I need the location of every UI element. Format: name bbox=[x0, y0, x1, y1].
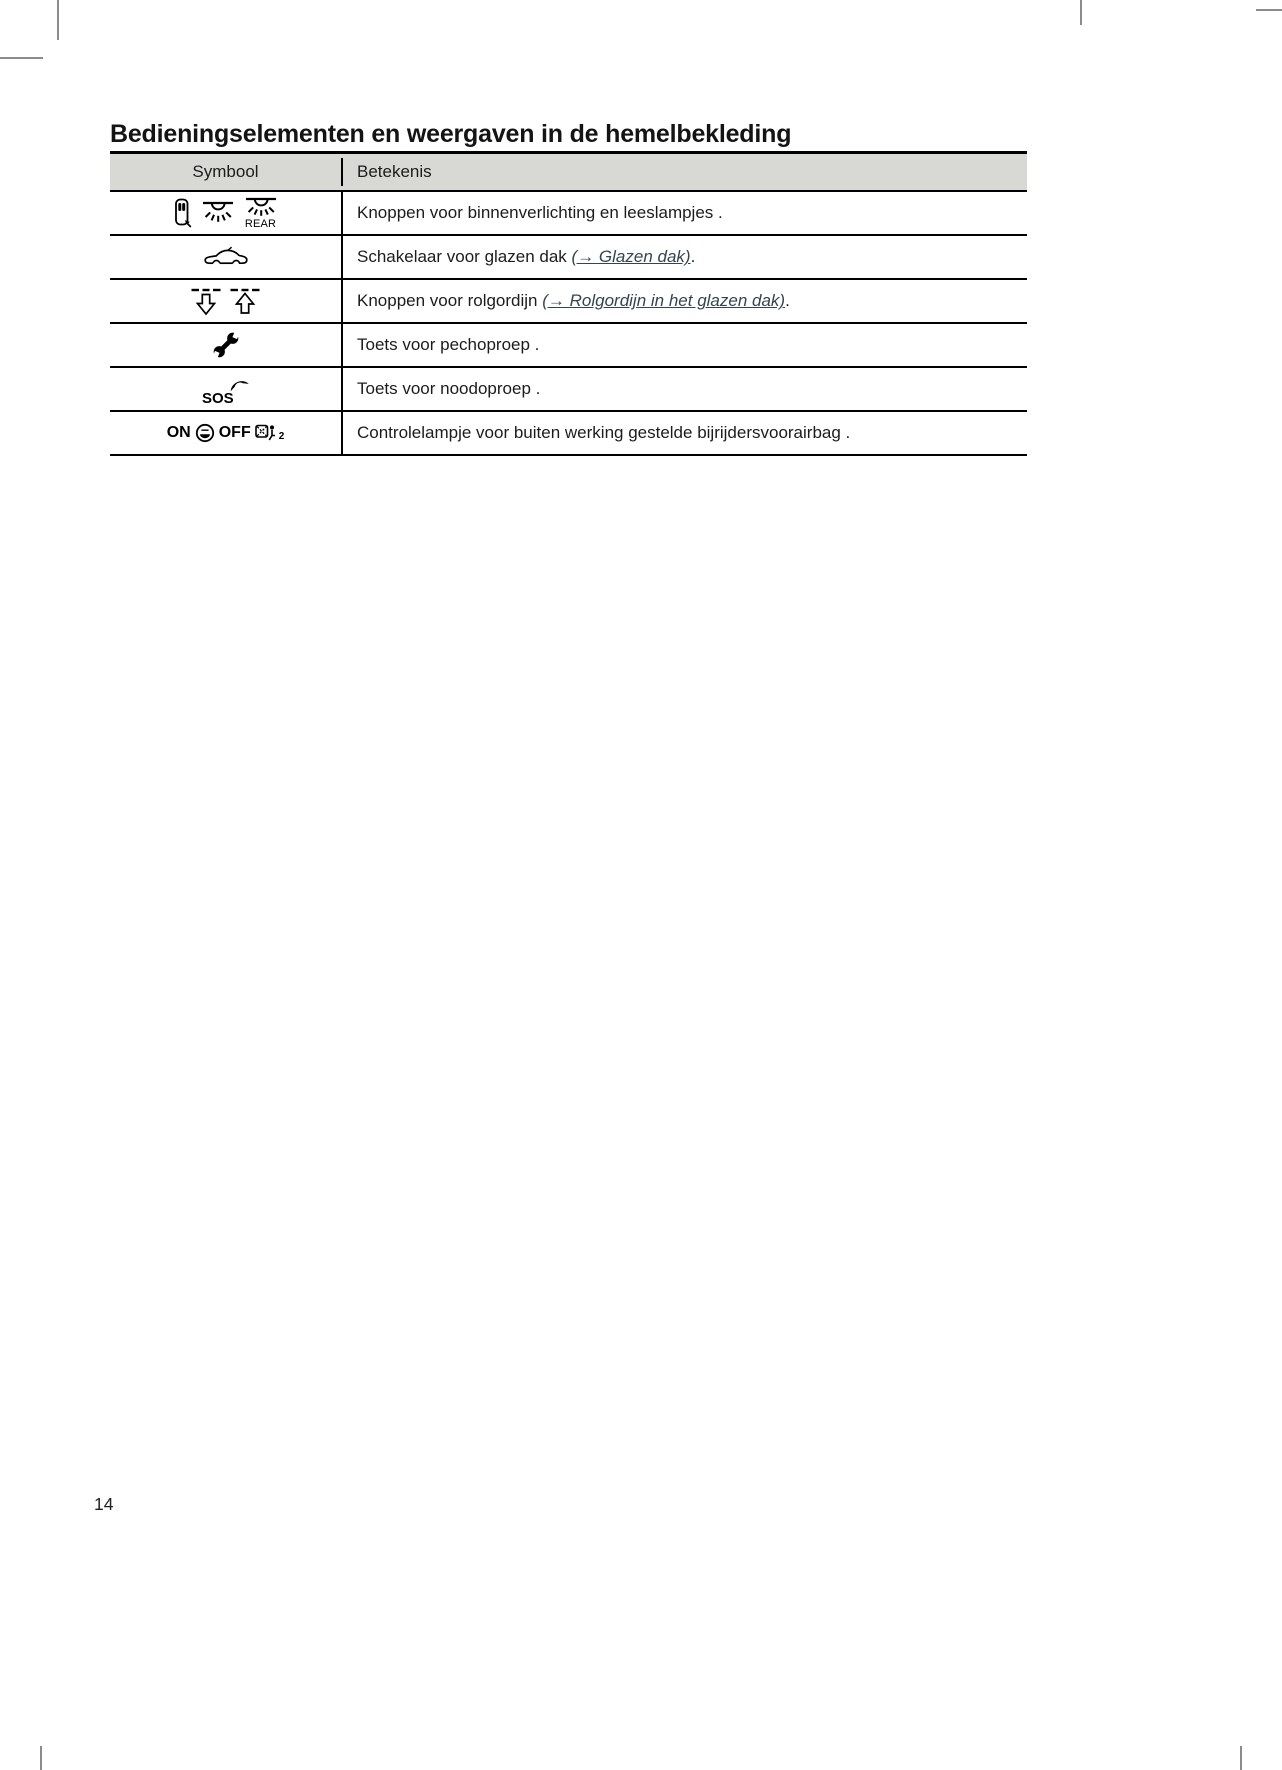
meaning-text: Toets voor noodoproep . bbox=[357, 379, 541, 399]
page-number: 14 bbox=[94, 1494, 114, 1514]
table-row bbox=[110, 192, 1027, 234]
meaning-text: Schakelaar voor glazen dak bbox=[357, 247, 572, 267]
sos-phone-icon bbox=[200, 372, 252, 406]
symbol-cell bbox=[110, 236, 343, 278]
meaning-text: Knoppen voor binnenverlichting en leeslampjes . bbox=[357, 203, 723, 223]
on-label: ON bbox=[166, 424, 191, 441]
cross-reference-link[interactable]: (→ Rolgordijn in het glazen dak) bbox=[542, 291, 786, 311]
table-row bbox=[110, 234, 1027, 278]
symbol-table bbox=[110, 151, 1027, 456]
table-row bbox=[110, 322, 1027, 366]
table-row bbox=[110, 366, 1027, 410]
crop-mark-top-left-h bbox=[0, 57, 43, 59]
wrench-icon bbox=[209, 328, 243, 362]
symbol-cell bbox=[110, 192, 343, 234]
crop-mark-top-right-h bbox=[1256, 9, 1282, 11]
crop-mark-bottom-left-v bbox=[40, 1746, 42, 1770]
symbol-cell bbox=[110, 280, 343, 322]
glass-roof-car-icon bbox=[203, 246, 249, 268]
rear-reading-light-icon bbox=[244, 196, 278, 230]
crop-mark-top-right-v bbox=[1080, 0, 1082, 25]
cross-reference-link[interactable]: (→ Glazen dak) bbox=[571, 247, 691, 267]
meaning-cell bbox=[343, 192, 1027, 234]
symbol-cell bbox=[110, 412, 343, 454]
meaning-text: Toets voor pechoproep . bbox=[357, 335, 540, 355]
header-symbol: Symbool bbox=[110, 158, 343, 186]
meaning-text: Controlelampje voor buiten werking gestelde bijrijdersvoorairbag . bbox=[357, 423, 851, 443]
passenger-airbag-icon bbox=[255, 422, 276, 444]
crop-mark-top-left-v bbox=[57, 0, 59, 40]
symbol-cell bbox=[110, 324, 343, 366]
door-contact-light-icon bbox=[174, 198, 192, 228]
meaning-suffix: . bbox=[690, 247, 696, 267]
table-row bbox=[110, 278, 1027, 322]
symbol-cell bbox=[110, 368, 343, 410]
meaning-cell bbox=[343, 324, 1027, 366]
rear-label: REAR bbox=[244, 218, 277, 230]
table-row bbox=[110, 410, 1027, 454]
sos-label: SOS bbox=[201, 390, 234, 406]
off-label: OFF bbox=[218, 424, 251, 441]
meaning-cell bbox=[343, 280, 1027, 322]
meaning-text: Knoppen voor rolgordijn bbox=[357, 291, 543, 311]
page-title: Bedieningselementen en weergaven in de hemelbekleding bbox=[110, 119, 792, 148]
crop-mark-bottom-right-v bbox=[1240, 1746, 1242, 1770]
sunblind-open-icon bbox=[230, 287, 260, 316]
header-meaning: Betekenis bbox=[357, 162, 432, 182]
meaning-cell bbox=[343, 236, 1027, 278]
meaning-cell bbox=[343, 368, 1027, 410]
table-header-row bbox=[110, 154, 1027, 192]
sunblind-close-icon bbox=[191, 287, 221, 316]
meaning-suffix: . bbox=[785, 291, 790, 311]
airbag-circle-icon bbox=[195, 423, 215, 443]
meaning-cell bbox=[343, 412, 1027, 454]
interior-light-icon bbox=[201, 200, 235, 226]
airbag-on-off-indicator-icon bbox=[167, 422, 285, 444]
airbag-subscript: 2 bbox=[278, 431, 285, 442]
